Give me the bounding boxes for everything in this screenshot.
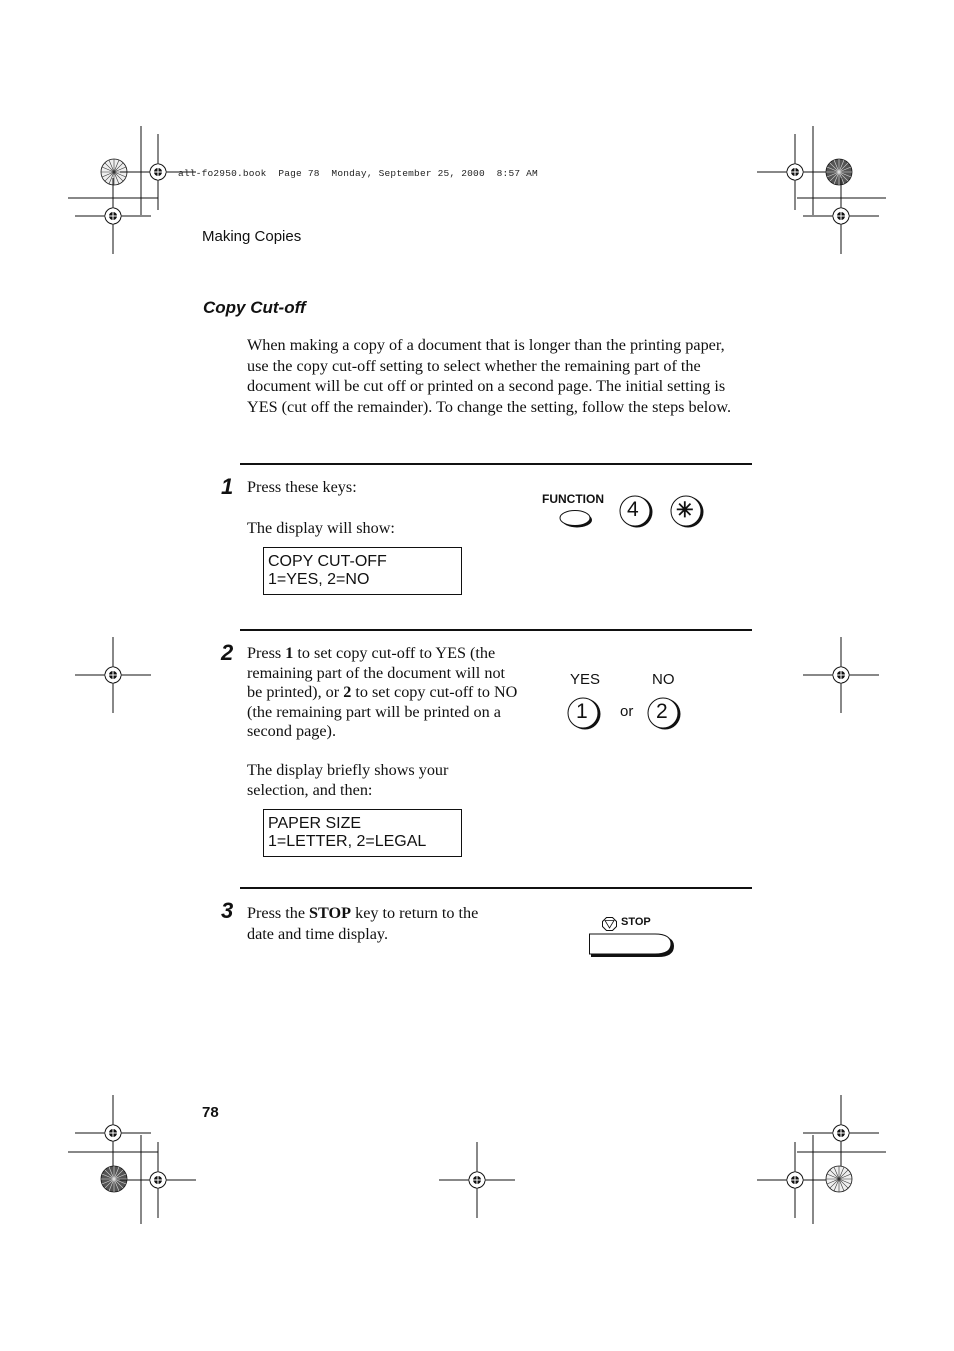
or-label: or: [620, 703, 634, 720]
step-2-lcd-display: [263, 809, 462, 857]
step-2-text-part: to set copy cut-off to YES (the remaining part of the document will not be printed), or: [247, 644, 506, 702]
key-star[interactable]: [669, 495, 705, 527]
lcd-line-2: 1=YES, 2=NO: [268, 570, 370, 588]
step-1-number: 1: [221, 474, 234, 499]
yes-label: YES: [570, 671, 601, 688]
lcd-line-1: COPY CUT-OFF: [268, 553, 387, 570]
step-1-lcd-display: [263, 547, 462, 595]
function-key-label: FUNCTION: [542, 492, 604, 506]
step-3-text-part: Press the: [247, 904, 310, 922]
step-3-text: [247, 903, 507, 945]
step-2-number: 2: [221, 640, 234, 665]
page-number: 78: [202, 1104, 219, 1121]
asterisk-icon: ✳: [676, 499, 694, 522]
stop-key[interactable]: [588, 932, 678, 960]
key-2[interactable]: [646, 697, 682, 729]
lcd-line-1: PAPER SIZE: [268, 815, 362, 832]
key-1-label: 1: [576, 700, 588, 723]
step-2-rule: [240, 629, 752, 631]
page-title: Copy Cut-off: [203, 298, 306, 317]
step-3-rule: [240, 887, 752, 889]
file-header: all-fo2950.book Page 78 Monday, September 25, 2000 8:57 AM: [178, 168, 538, 179]
step-2-text-part: Press: [247, 644, 286, 662]
intro-paragraph: When making a copy of a document that is longer than the printing paper, use the copy cut-off setting to select whether the remaining part of the document will be cut off or printed on a second page. The initial setting is YES (cut off the remainder). To change the setting, follow the steps below.: [247, 336, 732, 417]
step-1-text: Press these keys:: [247, 478, 357, 496]
step-3-text-part: key to return to the date and time display.: [247, 904, 479, 943]
function-key[interactable]: [558, 508, 598, 530]
step-3-stop-ref: STOP: [309, 904, 352, 922]
step-2-text-part: to set copy cut-off to NO (the remaining part will be printed on a second page).: [247, 683, 518, 741]
step-1-rule: [240, 463, 752, 465]
section-header: Making Copies: [202, 228, 302, 245]
step-2-key-2-ref: 2: [343, 683, 352, 702]
key-2-label: 2: [656, 700, 668, 723]
stop-key-label: STOP: [621, 916, 651, 928]
step-1-display-intro: The display will show:: [247, 519, 395, 537]
key-1[interactable]: [566, 697, 602, 729]
step-3-number: 3: [221, 898, 234, 923]
step-2-display-intro: The display briefly shows your selection, and then:: [247, 761, 449, 799]
step-2-key-1-ref: 1: [285, 644, 294, 662]
lcd-line-2: 1=LETTER, 2=LEGAL: [268, 832, 427, 850]
step-2-text: [247, 644, 519, 742]
stop-icon: [602, 916, 618, 932]
key-4[interactable]: [618, 495, 654, 527]
key-4-label: 4: [627, 498, 639, 521]
no-label: NO: [652, 671, 675, 688]
